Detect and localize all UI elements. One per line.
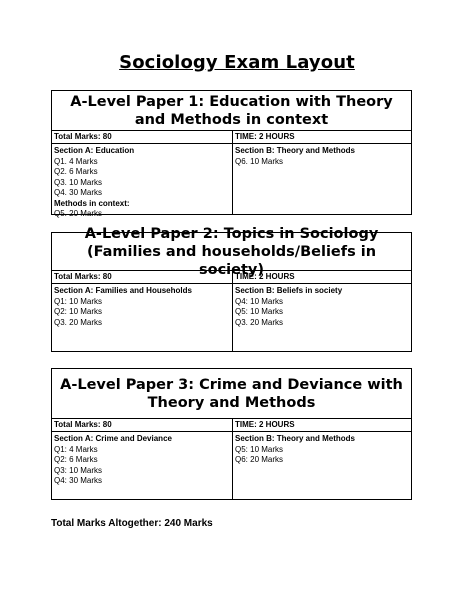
question-line: Q1. 4 Marks: [54, 156, 98, 166]
question-line: Q3. 20 Marks: [54, 317, 103, 327]
sub-section-title: Methods in context:: [54, 198, 130, 208]
question-line: Q5: 10 Marks: [235, 444, 284, 454]
paper-2-summary-row: [52, 271, 411, 284]
paper-3-section-b: [233, 432, 411, 500]
paper-2-heading: A-Level Paper 2: Topics in Sociology (Families and households/Beliefs in society): [52, 233, 411, 271]
question-line: Q3: 10 Marks: [54, 465, 103, 475]
paper-2-section-a: [52, 284, 233, 352]
paper-1-summary-row: [52, 131, 411, 144]
section-title: Section B: Theory and Methods: [235, 146, 356, 155]
paper-1-total-marks: Total Marks: 80: [52, 131, 233, 143]
section-title: Section B: Theory and Methods: [235, 434, 356, 443]
question-line: Q2: 10 Marks: [54, 307, 103, 316]
section-title: Section B: Beliefs in society: [235, 286, 343, 295]
section-title: Section A: Families and Households: [54, 286, 192, 295]
question-line: Q2: 6 Marks: [54, 455, 98, 464]
paper-3-time: TIME: 2 HOURS: [235, 420, 295, 429]
paper-2-section-b: [233, 284, 411, 352]
paper-3-total-marks: Total Marks: 80: [52, 419, 233, 431]
section-title: Section A: Crime and Deviance: [54, 434, 172, 443]
paper-3-summary-row: [52, 419, 411, 432]
question-line: Q4. 30 Marks: [54, 188, 103, 197]
paper-1-section-a: [52, 144, 233, 218]
question-line: Q3. 10 Marks: [54, 177, 103, 187]
question-line: Q5. 20 Marks: [54, 209, 103, 218]
paper-3-sections: [52, 432, 411, 500]
page-title: Sociology Exam Layout: [119, 52, 355, 73]
paper-1-time: TIME: 2 HOURS: [235, 132, 295, 141]
question-line: Q4: 10 Marks: [235, 296, 284, 306]
paper-3-box: [51, 368, 412, 500]
section-title: Section A: Education: [54, 146, 135, 155]
paper-3-heading: A-Level Paper 3: Crime and Deviance with Theory and Methods: [52, 369, 411, 419]
paper-2-time: TIME: 2 HOURS: [235, 272, 295, 281]
question-line: Q6: 20 Marks: [235, 455, 284, 464]
paper-3-section-a: [52, 432, 233, 500]
paper-1-section-b: [233, 144, 411, 215]
question-line: Q5: 10 Marks: [235, 307, 284, 316]
paper-2-total-marks: Total Marks: 80: [52, 271, 233, 283]
question-line: Q1: 10 Marks: [54, 296, 103, 306]
question-line: Q4: 30 Marks: [54, 476, 103, 485]
question-line: Q1: 4 Marks: [54, 444, 98, 454]
paper-1-box: [51, 90, 412, 218]
paper-1-sections: [52, 144, 411, 218]
question-line: Q6. 10 Marks: [235, 156, 284, 166]
question-line: Q3. 20 Marks: [235, 317, 284, 327]
question-line: Q2. 6 Marks: [54, 167, 98, 176]
paper-2-box: [51, 225, 412, 352]
paper-1-heading: A-Level Paper 1: Education with Theory and Methods in context: [52, 91, 411, 131]
paper-2-sections: [52, 284, 411, 352]
total-marks-altogether: Total Marks Altogether: 240 Marks: [51, 518, 213, 529]
